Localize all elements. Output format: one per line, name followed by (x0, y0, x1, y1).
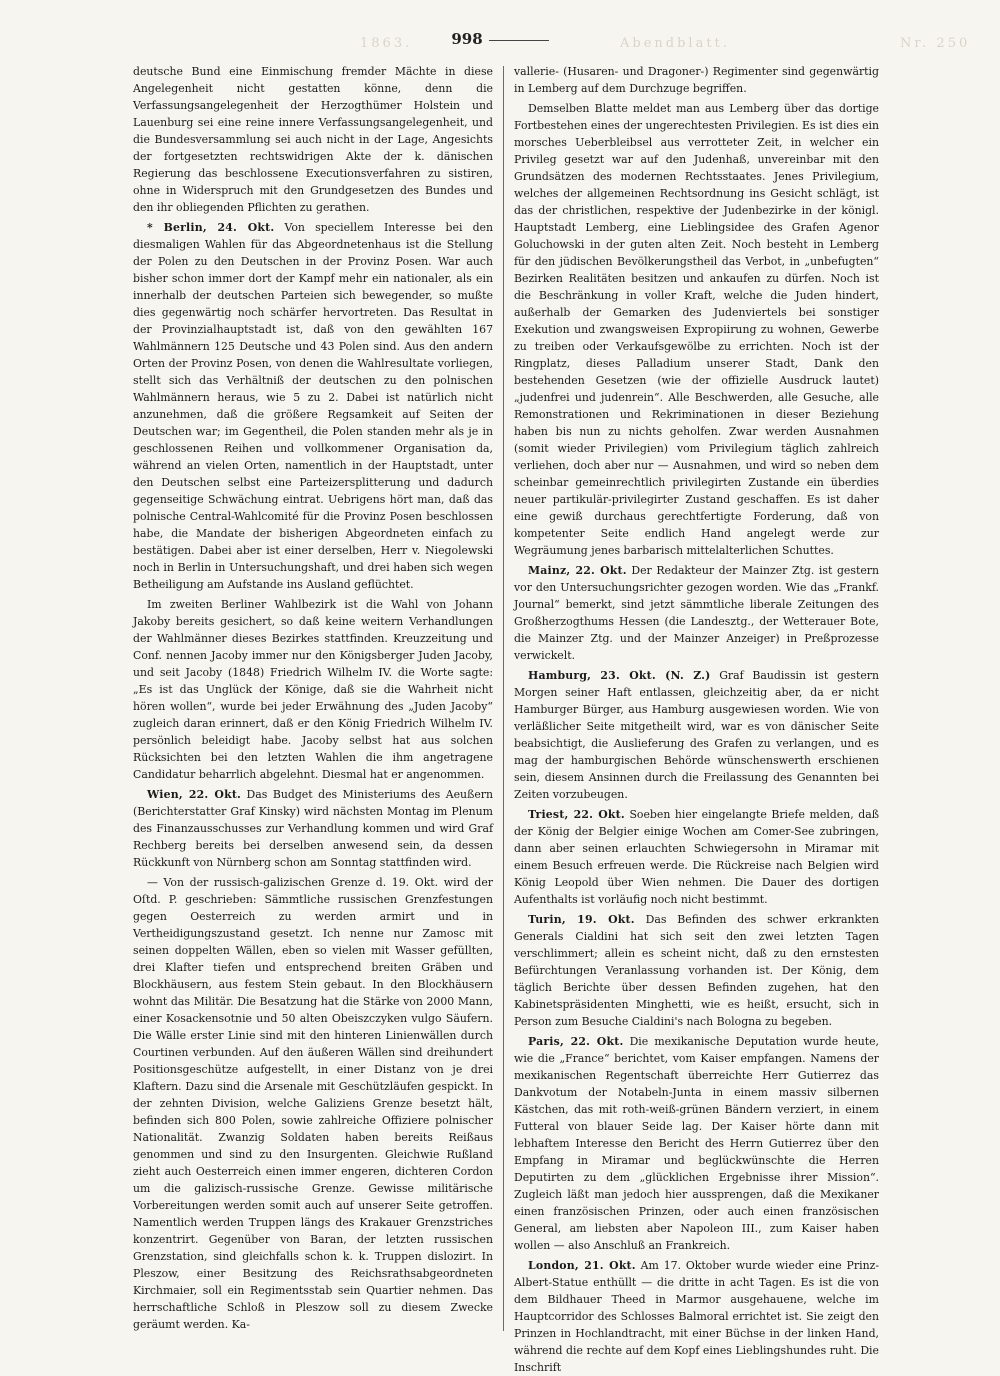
mainz-dateline: Mainz, 22. Okt. (528, 564, 627, 577)
london-dateline: London, 21. Okt. (528, 1259, 636, 1272)
bund-paragraph: deutsche Bund eine Einmischung fremder Mächte in diese Angelegenheit nicht gestatten könne, denn die Verfassungsangelegenheit der Herzogthümer Holstein und Lauenburg sei eine reine innere Verfassungsangelegenheit, und die Bundesversammlung sei auch nicht in der Lage, Angesichts der fortgesetzten rechtswidrigen Akte der k. dänischen Regierung das beschlossene Executionsverfahren zu sistiren, ohne in Widerspruch mit den Grundgesetzen des Bundes und den ihr obliegenden Pflichten zu gerathen. (133, 65, 493, 214)
berlin-dateline: * Berlin, 24. Okt. (147, 221, 275, 234)
paris-article (514, 1033, 879, 1254)
triest-dateline: Triest, 22. Okt. (528, 808, 625, 821)
column-divider (503, 66, 504, 1331)
mainz-article (514, 562, 879, 664)
turin-article (514, 911, 879, 1030)
paris-text: Die mexikanische Deputation wurde heute, wie die „France“ berichtet, vom Kaiser empfangen. Namens der mexikanischen Regentschaft überreichte Herr Gutierrez das Dankvotum der Notabeln-Junta in einem massiv silbernen Kästchen, das mit roth-weiß-grünen Bändern verziert, in einem Futteral von blauer Seide lag. Der Kaiser hörte dann mit lebhaftem Interesse den Bericht des Herrn Gutierrez über den Empfang in Miramar und beglückwünschte die Herren Deputirten zu dem „glücklichen Ergebnisse ihrer Mission“. Zugleich läßt man jedoch hier aussprengen, daß die Mexikaner einen französischen Prinzen, oder auch einen französischen General, am liebsten aber Napoleon III., zum Kaiser haben wollen — also Anschluß an Frankreich. (514, 1035, 880, 1252)
jacoby-paragraph: Im zweiten Berliner Wahlbezirk ist die Wahl von Johann Jakoby bereits gesichert, so daß keine weitern Verhandlungen der Wahlmänner dieses Bezirkes stattfinden. Kreuzzeitung und Conf. nennen Jacoby immer nur den Königsberger Juden Jacoby, und seit Jacoby (1848) Friedrich Wilhelm IV. die Worte sagte: „Es ist das Unglück der Könige, daß sie die Wahrheit nicht hören wollen“, wurde bei jeder Erwähnung des „Juden Jacoby“ zugleich daran erinnert, daß er den König Friedrich Wilhelm IV. persönlich beleidigt habe. Jacoby selbst hat aus solchen Rücksichten bei den letzten Wahlen die ihm angetragene Candidatur beharrlich abgelehnt. Diesmal hat er angenommen. (133, 598, 493, 781)
wien-article (133, 786, 493, 871)
page-number: 998 (0, 30, 1000, 48)
hamburg-article (514, 667, 879, 803)
wien-text: Das Budget des Ministeriums des Aeußern (Berichterstatter Graf Kinsky) wird nächsten Montag im Plenum des Finanzausschusses zur Verhandlung kommen und wird Graf Rechberg bereits bei derselben anwesend sein, da dessen Rückkunft von Nürnberg schon am Sonntag stattfinden wird. (133, 788, 494, 869)
mainz-text: Der Redakteur der Mainzer Ztg. ist gestern vor den Untersuchungsrichter gezogen worden. Wie das „Frankf. Journal“ bemerkt, sind jetzt sämmtliche liberale Zeitungen des Großherzogthums Hessen (die Landesztg., der Wetterauer Bote, die Mainzer Ztg. und der Mainzer Anzeiger) in Preßprozesse verwickelt. (514, 564, 879, 662)
triest-text: Soeben hier eingelangte Briefe melden, daß der König der Belgier einige Wochen am Comer-See zubringen, dann aber seinen erlauchten Schwiegersohn in Miramar mit einem Besuch erfreuen werde. Die Rückreise nach Belgien wird König Leopold über Wien nehmen. Die Dauer des dortigen Aufenthalts ist vorläufig noch nicht bestimmt. (514, 808, 879, 906)
paris-dateline: Paris, 22. Okt. (528, 1035, 624, 1048)
turin-text: Das Befinden des schwer erkrankten Generals Cialdini hat sich seit den zwei letzten Tagen verschlimmert; allein es scheint nicht, daß zu den ernstesten Befürchtungen Veranlassung vorhanden ist. Der König, dem täglich Berichte über dessen Befinden zugehen, hat den Kabinetspräsidenten Minghetti, wie es heißt, ersucht, sich in Person zum Besuche Cialdini's nach Bologna zu begeben. (514, 913, 879, 1028)
left-column (133, 63, 493, 1338)
right-column (514, 63, 880, 1374)
kavallerie-paragraph: vallerie- (Husaren- und Dragoner-) Regimenter sind gegenwärtig in Lemberg auf dem Durchzuge begriffen. (514, 65, 879, 95)
london-article (514, 1257, 879, 1376)
turin-dateline: Turin, 19. Okt. (528, 913, 635, 926)
bleed-through-year: 1863. (360, 36, 413, 51)
berlin-text: Von speciellem Interesse bei den diesmaligen Wahlen für das Abgeordnetenhaus ist die Stellung der Polen zu den Deutschen in der Provinz Posen. War auch bisher schon immer dort der Kampf mehr ein nationaler, als ein innerhalb der deutschen Parteien sich bewegender, so mußte dies gegenwärtig noch schärfer hervortreten. Das Resultat in der Provinzialhauptstadt ist, daß von den gewählten 167 Wahlmännern 125 Deutsche und 43 Polen sind. Aus den andern Orten der Provinz Posen, von denen die Wahlresultate vorliegen, stellt sich das Verhältniß der deutschen zu den polnischen Wahlmännern heraus, wie 5 zu 2. Dabei ist natürlich nicht anzunehmen, daß die größere Regsamkeit auf Seiten der Deutschen war; im Gegentheil, die Polen standen mehr als je in geschlossenen Reihen und vollkommener Organisation da, während an vielen Orten, namentlich in der Hauptstadt, unter den Deutschen selbst eine Parteizersplitterung und dadurch gegenseitige Schwächung eintrat. Uebrigens hört man, daß das polnische Central-Wahlcomité für die Provinz Posen beschlossen habe, die Mandate der bisherigen Abgeordneten einfach zu bestätigen. Dabei aber ist einer derselben, Herr v. Niegolewski noch in Berlin in Untersuchungshaft, und drei haben sich wegen Betheiligung am Aufstande ins Ausland geflüchtet. (133, 221, 493, 591)
hamburg-dateline: Hamburg, 23. Okt. (N. Z.) (528, 669, 711, 682)
lemberg-paragraph: Demselben Blatte meldet man aus Lemberg über das dortige Fortbestehen eines der ungerechtesten Privilegien. Es ist dies ein morsches Ueberbleibsel aus verrotteter Zeit, in welcher ein Privileg gesetzt war auf den Judenhaß, unvereinbar mit den Grundsätzen des modernen Rechtsstaates. Jenes Privilegium, welches der allgemeinen Rechtsordnung ins Gesicht schlägt, ist das der christlichen, respektive der Judenbezirke in der königl. Hauptstadt Lemberg, eine Lieblingsidee des Grafen Agenor Goluchowski in der guten alten Zeit. Noch besteht in Lemberg für den jüdischen Bevölkerungstheil das Verbot, in „unbefugten“ Bezirken Realitäten besitzen und ankaufen zu dürfen. Noch ist die Beschränkung in voller Kraft, welche die Juden hindert, außerhalb der Gemarken des Judenviertels bei sonstiger Exekution und zwangsweisen Expropiirung zu wohnen, Gewerbe zu treiben oder Verkaufsgewölbe zu errichten. Noch ist der Ringplatz, dieses Palladium unserer Stadt, Dank den bestehenden Gesetzen (wie der offizielle Ausdruck lautet) „judenfrei und judenrein“. Alle Beschwerden, alle Gesuche, alle Remonstrationen und Rekriminationen in dieser Beziehung haben bis nun zu nichts geholfen. Zwar werden Ausnahmen (somit wieder Privilegien) vom Privilegium täglich zahlreich verliehen, doch aber nur — Ausnahmen, und wird so neben dem scheinbar gemeinrechtlich privilegirten Zustande ein überdies neuer partikulär-privilegirter Zustand geschaffen. Es ist daher eine gewiß durchaus gerechtfertigte Forderung, daß von kompetenter Seite endlich Hand angelegt werde zur Wegräumung jenes barbarisch mittelalterlichen Schuttes. (514, 102, 879, 557)
london-text: Am 17. Oktober wurde wieder eine Prinz-Albert-Statue enthüllt — die dritte in acht Tagen. Es ist die von dem Bildhauer Theed in Marmor ausgehauene, welche im Hauptcorridor des Schlosses Balmoral errichtet ist. Sie zeigt den Prinzen in Hochlandtracht, mit einer Büchse in der linken Hand, während die rechte auf dem Kopf eines Lieblingshundes ruht. Die Inschrift (514, 1259, 880, 1374)
hamburg-text: Graf Baudissin ist gestern Morgen seiner Haft entlassen, gleichzeitig aber, da er nicht Hamburger Bürger, aus Hamburg ausgewiesen worden. Wie von verläßlicher Seite mitgetheilt wird, war es von dänischer Seite beabsichtigt, die Auslieferung des Grafen zu verlangen, und es mag der hamburgischen Behörde wünschenswerth erschienen sein, diesem Ansinnen durch die Freilassung des Genannten bei Zeiten vorzubeugen. (514, 669, 879, 801)
bleed-through-title: Abendblatt. (620, 36, 730, 51)
berlin-article (133, 219, 493, 593)
wien-dateline: Wien, 22. Okt. (147, 788, 242, 801)
bleed-through-number: Nr. 250 (900, 36, 971, 51)
galizien-paragraph: — Von der russisch-galizischen Grenze d. 19. Okt. wird der Oſtd. P. geschrieben: Sämmtliche russischen Grenzfestungen gegen Oesterreich zu werden armirt und in Vertheidigungszustand gesetzt. Ich nenne nur Zamosc mit seinen doppelten Wällen, eben so vielen mit Wasser gefüllten, drei Klafter tiefen und entsprechend breiten Gräben und Blockhäusern, aus festem Stein gebaut. In den Blockhäusern wohnt das Militär. Die Besatzung hat die Stärke von 2000 Mann, einer Kosackensotnie und 50 alten Obeiszczyken vulgo Säufern. Die Wälle erster Linie sind mit den hinteren Linienwällen durch Courtinen verbunden. Auf den äußeren Wällen sind dreihundert Positionsgeschütze aufgestellt, in einer Distanz von je drei Klaftern. Dazu sind die Arsenale mit Geschützläufen gespickt. In der zehnten Division, welche Galiziens Grenze besetzt hält, befinden sich 800 Polen, sowie zahlreiche Offiziere polnischer Nationalität. Zwanzig Soldaten haben bereits Reißaus genommen und sind zu den Insurgenten. Gleichwie Rußland zieht auch Oesterreich einen immer engeren, dichteren Cordon um die galizisch-russische Grenze. Gewisse militärische Vorbereitungen werden somit auch auf unserer Seite getroffen. Namentlich werden Truppen längs des Krakauer Grenzstriches konzentrirt. Gegenüber von Baran, der letzten russischen Grenzstation, sind gleichfalls schon k. k. Truppen dislozirt. In Pleszow, einer Besitzung des Reichsrathsabgeordneten Kirchmaier, soll ein Regimentsstab sein Quartier nehmen. Das herrschaftliche Schloß in Pleszow soll zu diesem Zwecke geräumt werden. Ka- (133, 876, 493, 1331)
triest-article (514, 806, 879, 908)
